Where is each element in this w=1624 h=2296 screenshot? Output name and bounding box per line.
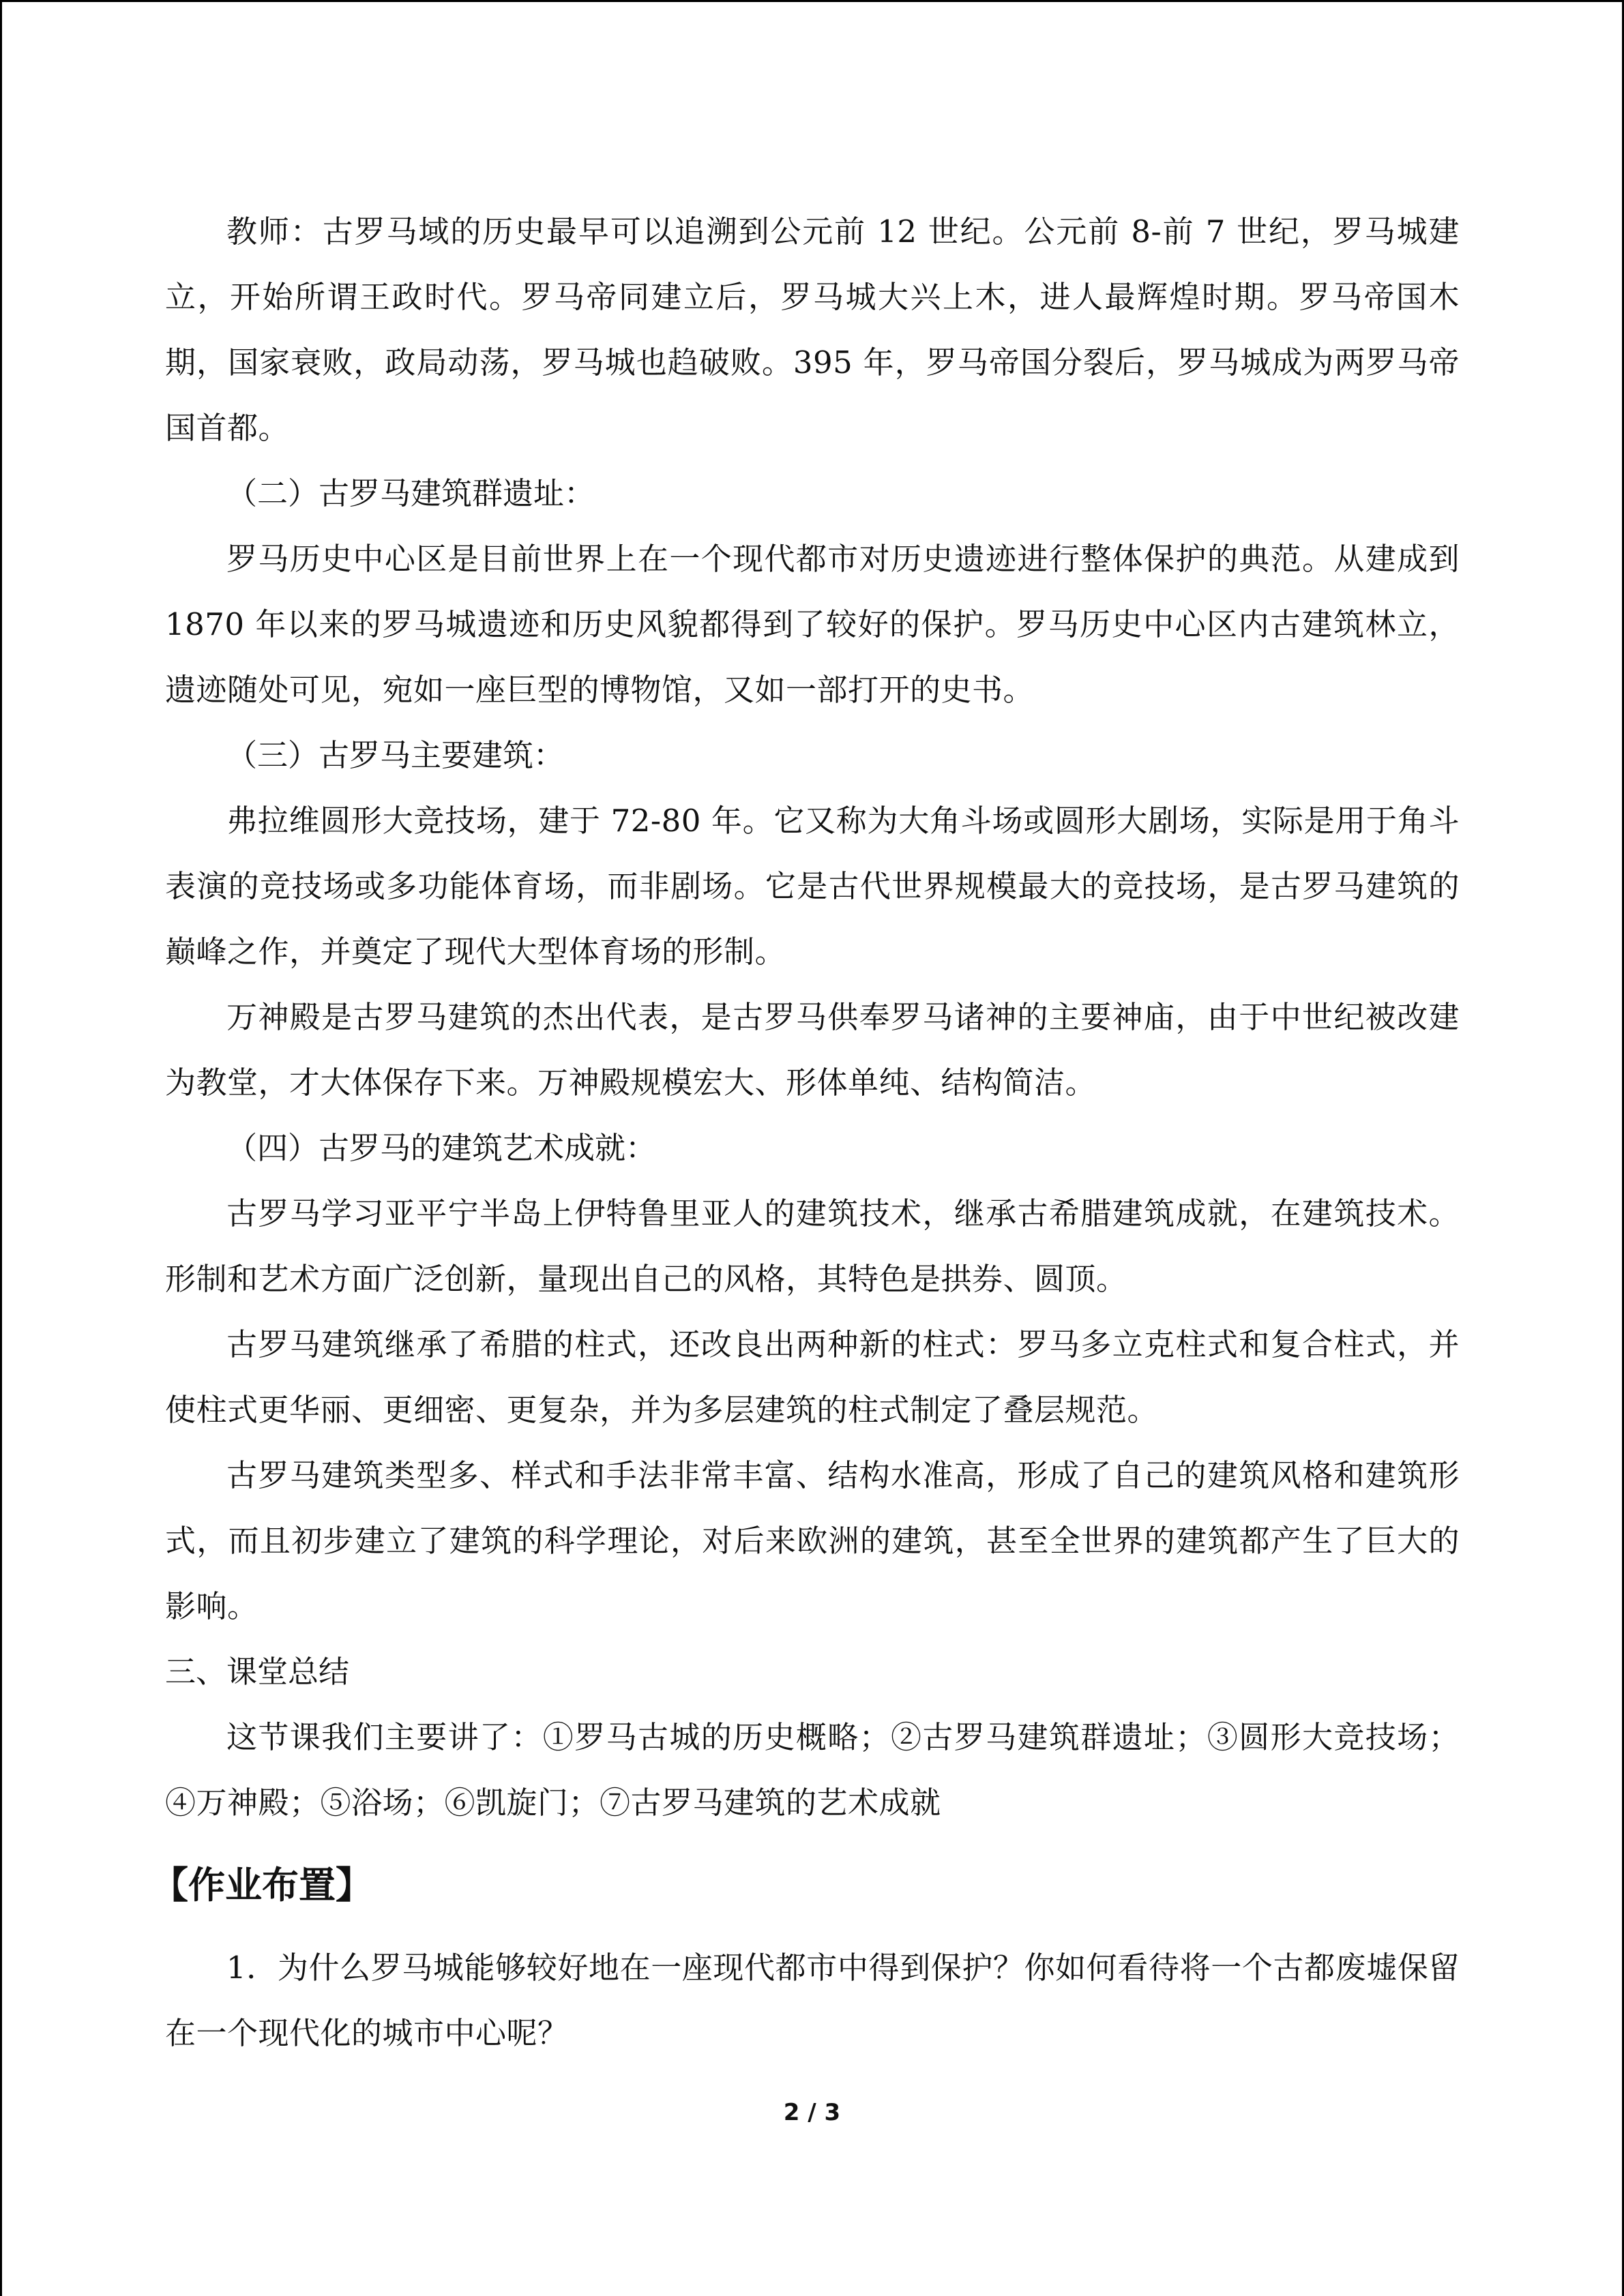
paragraph-historic-center: 罗马历史中心区是目前世界上在一个现代都市对历史遗迹进行整体保护的典范。从建成到 1870 年以来的罗马城遗迹和历史风貌都得到了较好的保护。罗马历史中心区内古建筑林立，遗迹随处可见，宛如一座巨型的博物馆，又如一部打开的史书。: [165, 541, 1460, 708]
paragraph-colosseum: 弗拉维圆形大竞技场，建于 72-80 年。它又称为大角斗场或圆形大剧场，实际是用于角斗表演的竞技场或多功能体育场，而非剧场。它是古代世界规模最大的竞技场，是古罗马建筑的巅峰之作，并奠定了现代大型体育场的形制。: [165, 803, 1460, 970]
homework-question-1: 1．为什么罗马城能够较好地在一座现代都市中得到保护？你如何看待将一个古都废墟保留在一个现代化的城市中心呢？: [165, 1950, 1460, 2051]
page-number: 2 / 3: [783, 2099, 841, 2126]
paragraph-etruscan-techniques: 古罗马学习亚平宁半岛上伊特鲁里亚人的建筑技术，继承古希腊建筑成就，在建筑技术。形制和艺术方面广泛创新，量现出自己的风格，其特色是拱券、圆顶。: [165, 1195, 1460, 1297]
paragraph-pantheon: 万神殿是古罗马建筑的杰出代表，是古罗马供奉罗马诸神的主要神庙，由于中世纪被改建为教堂，才大体保存下来。万神殿规模宏大、形体单纯、结构简洁。: [165, 999, 1460, 1101]
paragraph-architectural-influence: 古罗马建筑类型多、样式和手法非常丰富、结构水准高，形成了自己的建筑风格和建筑形式，而且初步建立了建筑的科学理论，对后来欧洲的建筑，甚至全世界的建筑都产生了巨大的影响。: [165, 1457, 1460, 1624]
heading-building-sites: （二）古罗马建筑群遗址：: [226, 475, 595, 511]
heading-main-buildings: （三）古罗马主要建筑：: [226, 737, 565, 773]
heading-class-summary: 三、课堂总结: [165, 1654, 350, 1690]
section-title-homework: 【作业布置】: [151, 1864, 372, 1907]
paragraph-roman-history: 教师：古罗马域的历史最早可以追溯到公元前 12 世纪。公元前 8-前 7 世纪，罗马城建立，开始所谓王政时代。罗马帝同建立后，罗马城大兴上木，进人最辉煌时期。罗马帝国木期，国家衰败，政局动荡，罗马城也趋破败。395 年，罗马帝国分裂后，罗马城成为两罗马帝国首都。: [165, 213, 1460, 446]
paragraph-column-orders: 古罗马建筑继承了希腊的柱式，还改良出两种新的柱式：罗马多立克柱式和复合柱式，并使柱式更华丽、更细密、更复杂，并为多层建筑的柱式制定了叠层规范。: [165, 1326, 1460, 1428]
document-body: [151, 199, 1460, 2066]
paragraph-summary: 这节课我们主要讲了：①罗马古城的历史概略；②古罗马建筑群遗址；③圆形大竞技场；④万神殿；⑤浴场；⑥凯旋门；⑦古罗马建筑的艺术成就: [165, 1719, 1460, 1821]
heading-art-achievements: （四）古罗马的建筑艺术成就：: [226, 1130, 657, 1166]
